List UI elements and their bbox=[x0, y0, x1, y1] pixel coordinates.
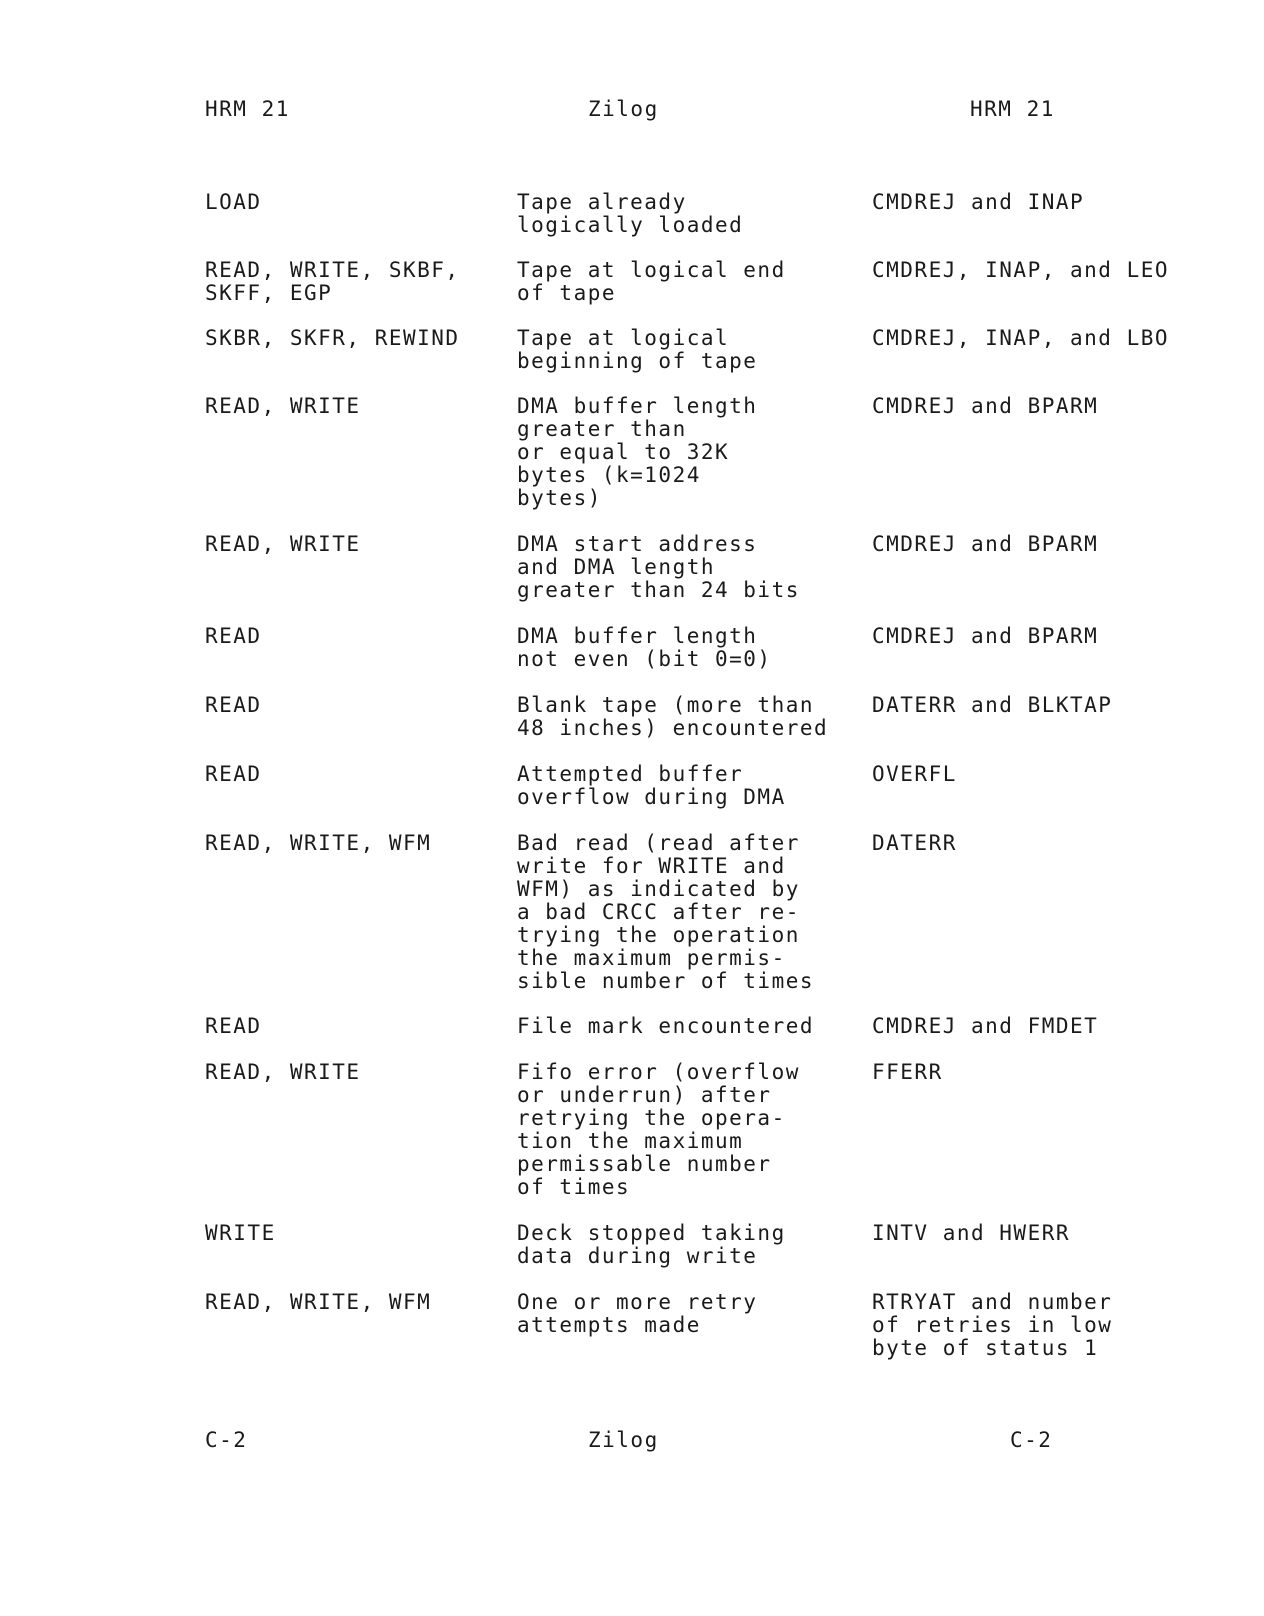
command-cell: READ bbox=[205, 624, 262, 648]
command-cell: READ bbox=[205, 1014, 262, 1038]
condition-cell: File mark encountered bbox=[517, 1014, 815, 1038]
condition-cell: Blank tape (more than 48 inches) encountered bbox=[517, 693, 829, 740]
command-cell: READ, WRITE, WFM bbox=[205, 1290, 432, 1314]
status-cell: CMDREJ, INAP, and LEO bbox=[872, 258, 1170, 282]
command-cell: READ bbox=[205, 693, 262, 717]
condition-cell: Tape already logically loaded bbox=[517, 190, 744, 237]
footer-center: Zilog bbox=[588, 1428, 659, 1452]
condition-cell: Tape at logical beginning of tape bbox=[517, 326, 758, 373]
footer-left: C-2 bbox=[205, 1428, 248, 1452]
condition-cell: One or more retry attempts made bbox=[517, 1290, 758, 1337]
header-right: HRM 21 bbox=[970, 97, 1055, 121]
condition-cell: DMA start address and DMA length greater than 24 bits bbox=[517, 532, 800, 602]
status-cell: DATERR and BLKTAP bbox=[872, 693, 1113, 717]
command-cell: LOAD bbox=[205, 190, 262, 214]
condition-cell: Fifo error (overflow or underrun) after retrying the opera- tion the maximum permissable number of times bbox=[517, 1060, 800, 1199]
command-cell: SKBR, SKFR, REWIND bbox=[205, 326, 460, 350]
condition-cell: Attempted buffer overflow during DMA bbox=[517, 762, 786, 809]
command-cell: READ, WRITE bbox=[205, 1060, 361, 1084]
status-cell: DATERR bbox=[872, 831, 957, 855]
header-left: HRM 21 bbox=[205, 97, 290, 121]
header-center: Zilog bbox=[588, 97, 659, 121]
status-cell: RTRYAT and number of retries in low byte of status 1 bbox=[872, 1290, 1113, 1360]
condition-cell: Deck stopped taking data during write bbox=[517, 1221, 786, 1268]
status-cell: INTV and HWERR bbox=[872, 1221, 1071, 1245]
status-cell: CMDREJ and INAP bbox=[872, 190, 1085, 214]
status-cell: OVERFL bbox=[872, 762, 957, 786]
command-cell: READ bbox=[205, 762, 262, 786]
status-cell: CMDREJ, INAP, and LBO bbox=[872, 326, 1170, 350]
status-cell: CMDREJ and BPARM bbox=[872, 624, 1099, 648]
status-cell: FFERR bbox=[872, 1060, 943, 1084]
command-cell: WRITE bbox=[205, 1221, 276, 1245]
command-cell: READ, WRITE, SKBF, SKFF, EGP bbox=[205, 258, 460, 305]
command-cell: READ, WRITE bbox=[205, 394, 361, 418]
command-cell: READ, WRITE, WFM bbox=[205, 831, 432, 855]
status-cell: CMDREJ and BPARM bbox=[872, 394, 1099, 418]
condition-cell: DMA buffer length greater than or equal to 32K bytes (k=1024 bytes) bbox=[517, 394, 758, 510]
footer-right: C-2 bbox=[1010, 1428, 1053, 1452]
condition-cell: Bad read (read after write for WRITE and WFM) as indicated by a bad CRCC after re- trying the operation the maximum permis- sible number of times bbox=[517, 831, 815, 993]
status-cell: CMDREJ and BPARM bbox=[872, 532, 1099, 556]
command-cell: READ, WRITE bbox=[205, 532, 361, 556]
condition-cell: Tape at logical end of tape bbox=[517, 258, 786, 305]
status-cell: CMDREJ and FMDET bbox=[872, 1014, 1099, 1038]
condition-cell: DMA buffer length not even (bit 0=0) bbox=[517, 624, 772, 671]
